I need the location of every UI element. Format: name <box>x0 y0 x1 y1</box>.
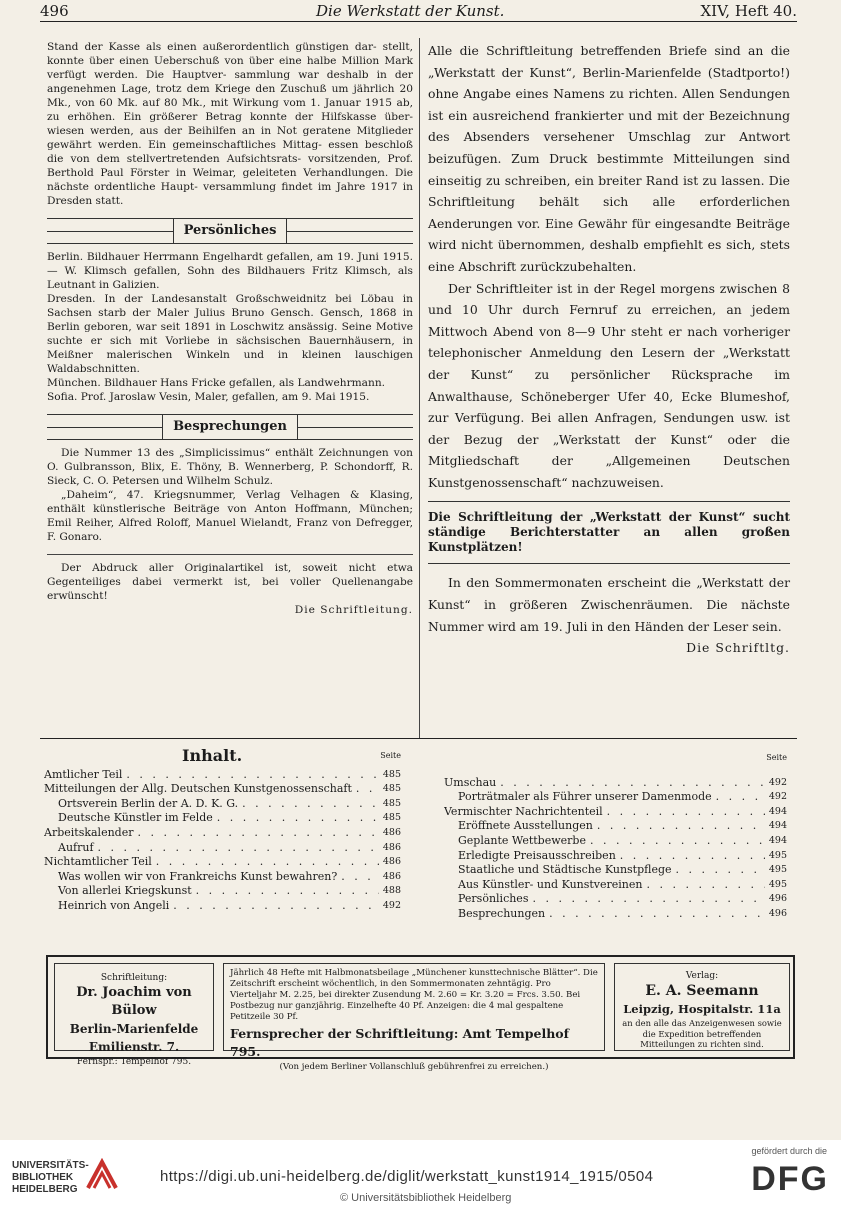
toc-entry-title: Ortsverein Berlin der A. D. K. G. <box>58 796 239 810</box>
correspondents-notice: Die Schriftleitung der „Werkstatt der Kunst“ sucht ständige Berichterstatter an allen großen Kunstplätzen! <box>428 501 790 564</box>
reprint-note: Der Abdruck aller Originalartikel ist, soweit nicht etwa Gegenteiliges dabei vermerkt ist, bei voller Quellenangabe erwünscht! <box>47 562 413 602</box>
toc-entry-page: 485 <box>382 797 401 809</box>
toc-leader-dots <box>156 855 379 870</box>
toc-entry <box>44 899 401 914</box>
toc-leader-dots <box>620 849 765 864</box>
imprint-box <box>46 955 795 1072</box>
toc-leader-dots <box>196 884 379 899</box>
toc-leader-dots <box>716 790 765 805</box>
toc-entry-page: 494 <box>768 805 787 817</box>
toc-entry <box>44 855 401 870</box>
toc-entry-title: Eröffnete Ausstellungen <box>458 819 593 833</box>
toc-entry <box>44 782 401 797</box>
publisher-label: Verlag: <box>685 971 719 981</box>
toc-entry <box>444 805 787 820</box>
toc-entry-title: Aus Künstler- und Kunstvereinen <box>458 877 643 891</box>
toc-entry-page: 494 <box>768 820 787 832</box>
page-number: 496 <box>40 2 69 20</box>
publisher-box <box>614 963 790 1051</box>
journal-title: Die Werkstatt der Kunst. <box>316 2 505 20</box>
toc-leader-dots <box>356 782 379 797</box>
toc-entry <box>444 776 787 791</box>
permalink-url[interactable]: https://digi.ub.uni-heidelberg.de/diglit/werkstatt_kunst1914_1915/0504 <box>160 1168 654 1185</box>
editorial-paragraph: Alle die Schriftleitung betreffenden Briefe sind an die „Werkstatt der Kunst“, Berlin-Marienfelde (Stadtporto!) ohne Angabe eines Namens zu richten. Allen Sendungen ist ein ausreichend frankierter und mit der Bezeichnung des Absenders versehener Umschlag zur Antwort beizufügen. Zum Druck bestimmte Mitteilungen sind einseitig zu schreiben, ein breiter Rand ist zu lassen. Die Schriftleitung behält sich alle erforderlichen Aenderungen vor. Eine Gewähr für eingesandte Beiträge wird nicht übernommen, deshalb empfiehlt es sich, stets eine Abschrift zurückzubehalten. <box>428 43 790 274</box>
toc-leader-dots <box>607 805 765 820</box>
review-entry: „Daheim“, 47. Kriegsnummer, Verlag Velhagen & Klasing, enthält künstlerische Beiträge von Anton Hoffmann, München; Emil Reiher, Alfred Roloff, Manuel Wielandt, Franz von Defregger, F. Gonaro. <box>47 489 413 543</box>
personal-heading: Persönliches <box>173 219 288 243</box>
toc-entry-title: Heinrich von Angeli <box>58 898 170 912</box>
toc-leader-dots <box>98 841 379 856</box>
toc-entry-page: 486 <box>382 826 401 838</box>
toc-entry <box>444 863 787 878</box>
toc-leader-dots <box>549 907 765 922</box>
toc-entry <box>444 790 787 805</box>
toc-title: Inhalt. Seite <box>182 746 401 765</box>
toc-entry-page: 495 <box>768 878 787 890</box>
review-entry: Die Nummer 13 des „Simplicissimus“ enthält Zeichnungen von O. Gulbransson, Blix, E. Thöny, B. Wennerberg, P. Schondorff, R. Sieck, C. O. Petersen und Wilhelm Schulz. <box>47 447 413 487</box>
toc-entry-title: Vermischter Nachrichtenteil <box>444 804 603 818</box>
toc-seite-label: Seite <box>766 753 787 762</box>
publisher-note: an den alle das Anzeigenwesen sowie die Expedition betreffenden Mitteilungen zu richten sind. <box>622 1018 782 1049</box>
toc-entry <box>44 826 401 841</box>
toc-leader-dots <box>676 863 765 878</box>
toc-entry <box>444 849 787 864</box>
toc-entry-title: Was wollen wir von Frankreichs Kunst bewahren? <box>58 869 338 883</box>
toc-entry-title: Deutsche Künstler im Felde <box>58 811 213 825</box>
personal-entry: Sofia. Prof. Jaroslaw Vesin, Maler, gefallen, am 9. Mai 1915. <box>47 391 370 403</box>
toc-entry-title: Nichtamtlicher Teil <box>44 855 152 869</box>
toc-entry-title: Arbeitskalender <box>44 825 134 839</box>
toc-entry <box>444 834 787 849</box>
editorial-paragraph: Der Schriftleiter ist in der Regel morgens zwischen 8 und 10 Uhr durch Fernruf zu erreichen, an jedem Mittwoch Abend von 8—9 Uhr steht er nach vorheriger telephonischer Anmeldung den Lesern der „Werkstatt der Kunst“ zu persönlicher Rücksprache im Anwalthause, Schöneberger Ufer 40, Ecke Blumeshof, zur Verfügung. Bei allen Anfragen, Sendungen usw. ist der Bezug der „Werkstatt der Kunst“ oder die Mitgliedschaft der „Allgemeinen Deutschen Kunstgenossenschaft“ nachzuweisen. <box>428 280 790 490</box>
toc-entry-title: Umschau <box>444 775 497 789</box>
editor-label: Schriftleitung: <box>100 973 168 983</box>
toc-entry-title: Von allerlei Kriegskunst <box>58 884 192 898</box>
toc-entry-title: Geplante Wettbewerbe <box>458 833 586 847</box>
toc-entry-page: 492 <box>768 791 787 803</box>
left-column <box>47 40 413 617</box>
toc-entry-page: 485 <box>382 783 401 795</box>
editor-street: Emilienstr. 7. <box>88 1040 180 1054</box>
toc-entry-title: Erledigte Preisausschreiben <box>458 848 616 862</box>
toc-entry-page: 496 <box>768 893 787 905</box>
toc-leader-dots <box>126 768 378 783</box>
header-rule <box>40 21 797 22</box>
right-column <box>428 40 790 659</box>
toc-entry <box>44 811 401 826</box>
toc-entry-title: Aufruf <box>58 840 94 854</box>
toc-leader-dots <box>341 870 379 885</box>
dfg-logo: DFG <box>751 1160 829 1198</box>
toc-entry <box>44 884 401 899</box>
toc-entry <box>44 870 401 885</box>
toc-entry <box>444 907 787 922</box>
divider <box>47 554 413 555</box>
editor-phone: Fernspr.: Tempelhof 795. <box>76 1057 192 1067</box>
reprint-signature: Die Schriftleitung. <box>294 604 413 616</box>
toc-entry-page: 494 <box>768 834 787 846</box>
toc-entry-page: 485 <box>382 768 401 780</box>
toc-entry-title: Besprechungen <box>458 906 546 920</box>
reviews-heading-box <box>47 414 413 440</box>
summer-notice: In den Sommermonaten erscheint die „Werkstatt der Kunst“ in größeren Zwischenräumen. Die nächste Nummer wird am 19. Juli in den Händen der Leser sein. <box>428 575 790 634</box>
column-divider <box>419 38 420 738</box>
library-logo-icon <box>82 1158 122 1196</box>
toc-entry-page: 495 <box>768 864 787 876</box>
publisher-address: Leipzig, Hospitalstr. 11a <box>623 1002 781 1016</box>
terms-text: Jährlich 48 Hefte mit Halbmonatsbeilage „Münchener kunsttechnische Blätter“. Die Zeitschrift erscheint wöchentlich, in den Sommermonaten zehntägig. Pro Vierteljahr M. 2.25, bei direkter Zusendung M. 2.60 = Kr. 3.20 = Frcs. 3.50. Bei Postbezug nur ganzjährig. Einzelhefte 40 Pf. Anzeigen: die 4 mal gespaltene Petitzeile 30 Pf. <box>230 968 598 1022</box>
toc-entry <box>44 841 401 856</box>
toc-entry <box>444 819 787 834</box>
toc-entry-title: Porträtmaler als Führer unserer Damenmode <box>458 790 712 804</box>
editor-box <box>54 963 214 1067</box>
issue-label: XIV, Heft 40. <box>700 2 797 20</box>
editor-name: Dr. Joachim von Bülow <box>76 985 192 1018</box>
toc-entry-page: 486 <box>382 856 401 868</box>
toc-entry-page: 485 <box>382 812 401 824</box>
table-of-contents <box>40 738 797 938</box>
toc-leader-dots <box>500 776 765 791</box>
toc-entry <box>444 892 787 907</box>
toc-leader-dots <box>597 819 765 834</box>
copyright: © Universitätsbibliothek Heidelberg <box>340 1192 512 1204</box>
phone-note: (Von jedem Berliner Vollanschluß gebührenfrei zu erreichen.) <box>279 1062 549 1072</box>
toc-leader-dots <box>590 834 765 849</box>
toc-leader-dots <box>242 797 379 812</box>
toc-entry-title: Amtlicher Teil <box>44 767 123 781</box>
personal-entry: Berlin. Bildhauer Herrmann Engelhardt gefallen, am 19. Juni 1915. — W. Klimsch gefallen, Sohn des Bildhauers Fritz Klimsch, als Leutnant in Galizien. <box>47 251 413 291</box>
subscription-terms <box>223 963 605 1072</box>
toc-entry <box>444 878 787 893</box>
personal-entry: München. Bildhauer Hans Fricke gefallen, als Landwehrmann. <box>47 377 386 389</box>
publisher-name: E. A. Seemann <box>645 983 759 999</box>
phone-line: Fernsprecher der Schriftleitung: Amt Tempelhof 795. <box>230 1026 570 1059</box>
summer-signature: Die Schriftltg. <box>686 640 790 656</box>
toc-leader-dots <box>647 878 765 893</box>
digitization-footer <box>0 1140 841 1214</box>
funding-label: gefördert durch die <box>751 1146 827 1156</box>
toc-entry-page: 492 <box>382 899 401 911</box>
toc-entry-page: 492 <box>768 776 787 788</box>
intro-paragraph: Stand der Kasse als einen außerordentlich günstigen dar- stellt, konnte über einen Ueberschuß von über eine halbe Million Mark verfügt werden. Die Hauptver- sammlung war deshalb in der angenehmen Lage, trotz dem Kriege den Zuschuß um jährlich 20 Mk., von 60 Mk. auf 80 Mk., mit Wirkung vom 1. Januar 1915 ab, zu erhöhen. Ein größerer Betrag konnte der Hilfskasse über- wiesen werden, aus der Beihilfen an in Not geratene Mitglieder gewährt werden. Ein gemeinschaftliches Mittag- essen beschloß die von dem stellvertretenden Aufsichtsrats- vorsitzenden, Prof. Berthold Paul Förster in Weimar, geleiteten Verhandlungen. Die nächste ordentliche Haupt- versammlung findet im Jahre 1917 in Dresden statt. <box>47 41 413 207</box>
toc-entry <box>44 768 401 783</box>
toc-entry <box>44 797 401 812</box>
personal-entry: Dresden. In der Landesanstalt Großschweidnitz bei Löbau in Sachsen starb der Maler Julius Bruno Gensch. Gensch, 1868 in Berlin geboren, war seit 1891 in Loschwitz ansässig. Seine Motive suchte er sich mit Vorliebe in sächsischen Bauernhäusern, in Meißner malerischen Winkeln und in kleinen lauschigen Waldabschnitten. <box>47 293 413 375</box>
toc-right-column <box>444 749 787 922</box>
toc-leader-dots <box>217 811 379 826</box>
toc-entry-page: 495 <box>768 849 787 861</box>
toc-entry-page: 486 <box>382 841 401 853</box>
toc-entry-title: Persönliches <box>458 892 529 906</box>
toc-entry-title: Mitteilungen der Allg. Deutschen Kunstgenossenschaft <box>44 782 352 796</box>
personal-heading-box <box>47 218 413 244</box>
toc-entry-page: 486 <box>382 870 401 882</box>
toc-left-column <box>44 746 401 914</box>
reviews-heading: Besprechungen <box>162 415 298 439</box>
toc-entry-title: Staatliche und Städtische Kunstpflege <box>458 863 672 877</box>
toc-leader-dots <box>173 899 379 914</box>
toc-entry-page: 488 <box>382 885 401 897</box>
toc-leader-dots <box>532 892 764 907</box>
toc-leader-dots <box>137 826 378 841</box>
editor-place: Berlin-Marienfelde <box>69 1022 199 1036</box>
library-name: UNIVERSITÄTS- BIBLIOTHEK HEIDELBERG <box>12 1160 89 1195</box>
toc-entry-page: 496 <box>768 907 787 919</box>
page-header <box>40 2 797 22</box>
